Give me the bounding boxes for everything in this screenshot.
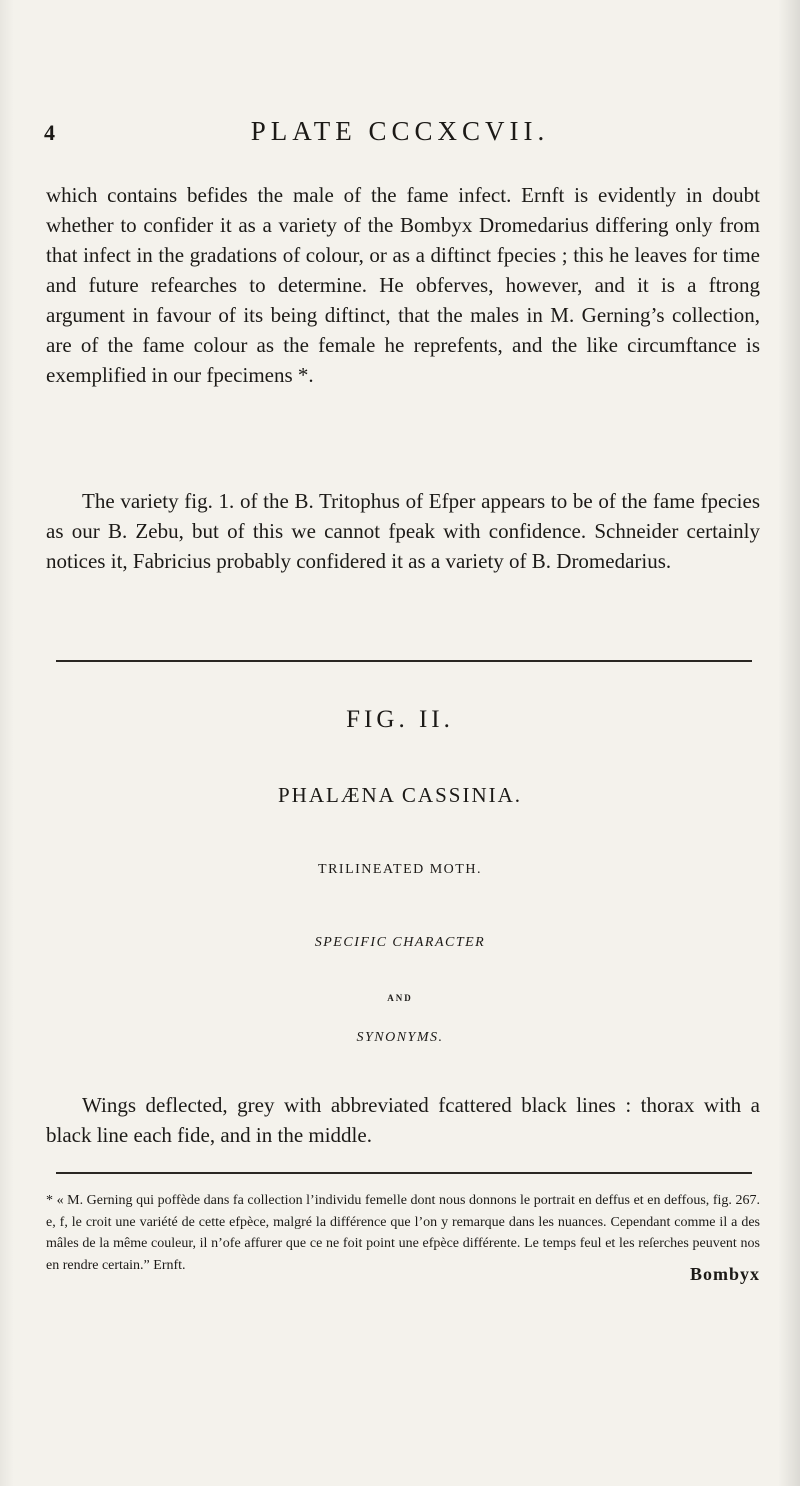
synonyms-label: SYNONYMS. (356, 1030, 444, 1045)
body-paragraph-1: which contains befides the male of the fame infect. Ernft is evidently in doubt whether to confider it as a variety of the Bombyx Dromedarius differing only from that infect in the gradations of colour, or as a diftinct fpecies ; this he leaves for time and future refearches to determine. He obferves, however, and it is a ftrong argument in favour of its being diftinct, that the males in M. Gerning’s collection, are of the fame colour as the female he reprefents, and the like circumftance is exemplified in our fpecimens *. (46, 183, 760, 387)
page-header (0, 116, 800, 156)
running-title: PLATE CCCXCVII. (250, 116, 550, 146)
specific-character-label: SPECIFIC CHARACTER (314, 935, 486, 950)
and-label: AND (387, 993, 413, 1003)
footnote: * « M. Gerning qui poffède dans fa collection l’individu femelle dont nous donnons le portrait en deffus et en deffous, fig. 267. e, f, le croit une variété de cette efpèce, malgré la différence que l’on y remarque dans les nuances. Cependant comme il a des mâles de la même couleur, il n’ofe affurer que ce ne foit point une efpèce différente. Le temps feul et les reſerches peuvent nos en rendre certain.” Ernft. (46, 1193, 760, 1273)
page-number: 4 (44, 120, 55, 145)
body-paragraph-2: The variety fig. 1. of the B. Tritophus of Efper appears to be of the fame fpecies as our B. Zebu, but of this we cannot fpeak with confidence. Schneider certainly notices it, Fabricius probably confidered it as a variety of B. Dromedarius. (46, 489, 760, 573)
figure-heading: FIG. II. (346, 706, 454, 733)
common-name: TRILINEATED MOTH. (318, 862, 482, 877)
catchword: Bombyx (689, 1264, 760, 1284)
species-name: PHALÆNA CASSINIA. (277, 783, 523, 807)
section-divider (56, 660, 752, 662)
species-description: Wings deflected, grey with abbreviated fcattered black lines : thorax with a black line each fide, and in the middle. (46, 1093, 760, 1147)
footnote-divider (56, 1172, 752, 1174)
